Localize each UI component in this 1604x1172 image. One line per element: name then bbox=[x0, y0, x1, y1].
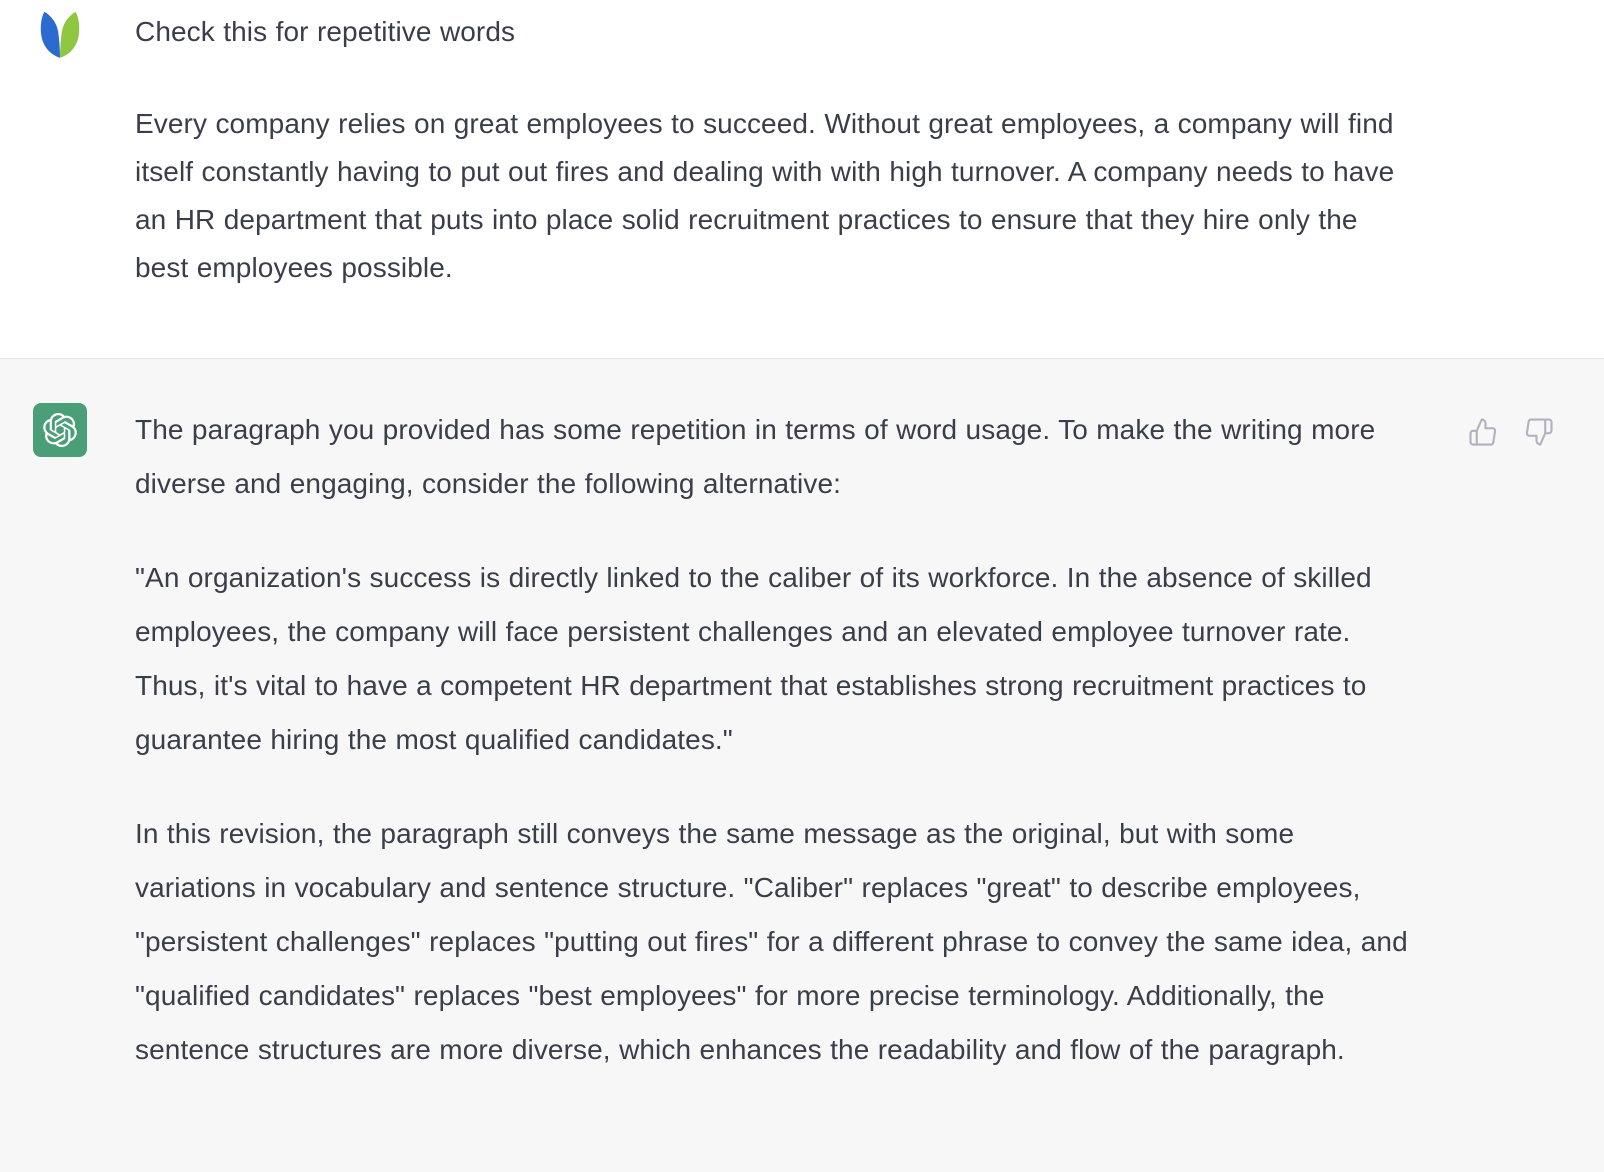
assistant-paragraph: In this revision, the paragraph still conveys the same message as the original, but with some variations in vocabulary and sentence structure. "Caliber" replaces "great" to describe employees, "persistent challenges" replaces "putting out fires" for a different phrase to convey the same idea, and "qualified candidates" replaces "best employees" for more precise terminology. Additionally, the sentence structures are more diverse, which enhances the readability and flow of the paragraph. bbox=[135, 818, 1408, 1065]
assistant-message-content bbox=[135, 403, 1413, 1117]
assistant-message bbox=[0, 358, 1604, 1172]
user-message-title: Check this for repetitive words bbox=[135, 16, 516, 47]
user-message-content bbox=[135, 8, 1413, 336]
thumbs-up-button[interactable] bbox=[1468, 417, 1498, 447]
thumbs-down-icon bbox=[1524, 417, 1554, 447]
assistant-paragraph: "An organization's success is directly linked to the caliber of its workforce. In the absence of skilled employees, the company will face persistent challenges and an elevated employee turnover rate. Thus, it's vital to have a competent HR department that establishes strong recruitment practices to guarantee hiring the most qualified candidates." bbox=[135, 562, 1372, 755]
thumbs-up-icon bbox=[1468, 417, 1498, 447]
thumbs-down-button[interactable] bbox=[1524, 417, 1554, 447]
assistant-avatar bbox=[33, 403, 87, 457]
user-message bbox=[0, 0, 1604, 358]
wordtune-logo-icon bbox=[33, 8, 87, 62]
assistant-paragraph: The paragraph you provided has some repetition in terms of word usage. To make the writing more diverse and engaging, consider the following alternative: bbox=[135, 414, 1376, 499]
user-message-body: Every company relies on great employees to succeed. Without great employees, a company will find itself constantly having to put out fires and dealing with with high turnover. A company needs to have an HR department that puts into place solid recruitment practices to ensure that they hire only the best employees possible. bbox=[135, 108, 1395, 283]
chatgpt-logo-icon bbox=[33, 403, 87, 457]
feedback-actions bbox=[1468, 417, 1554, 447]
user-avatar bbox=[33, 8, 87, 62]
